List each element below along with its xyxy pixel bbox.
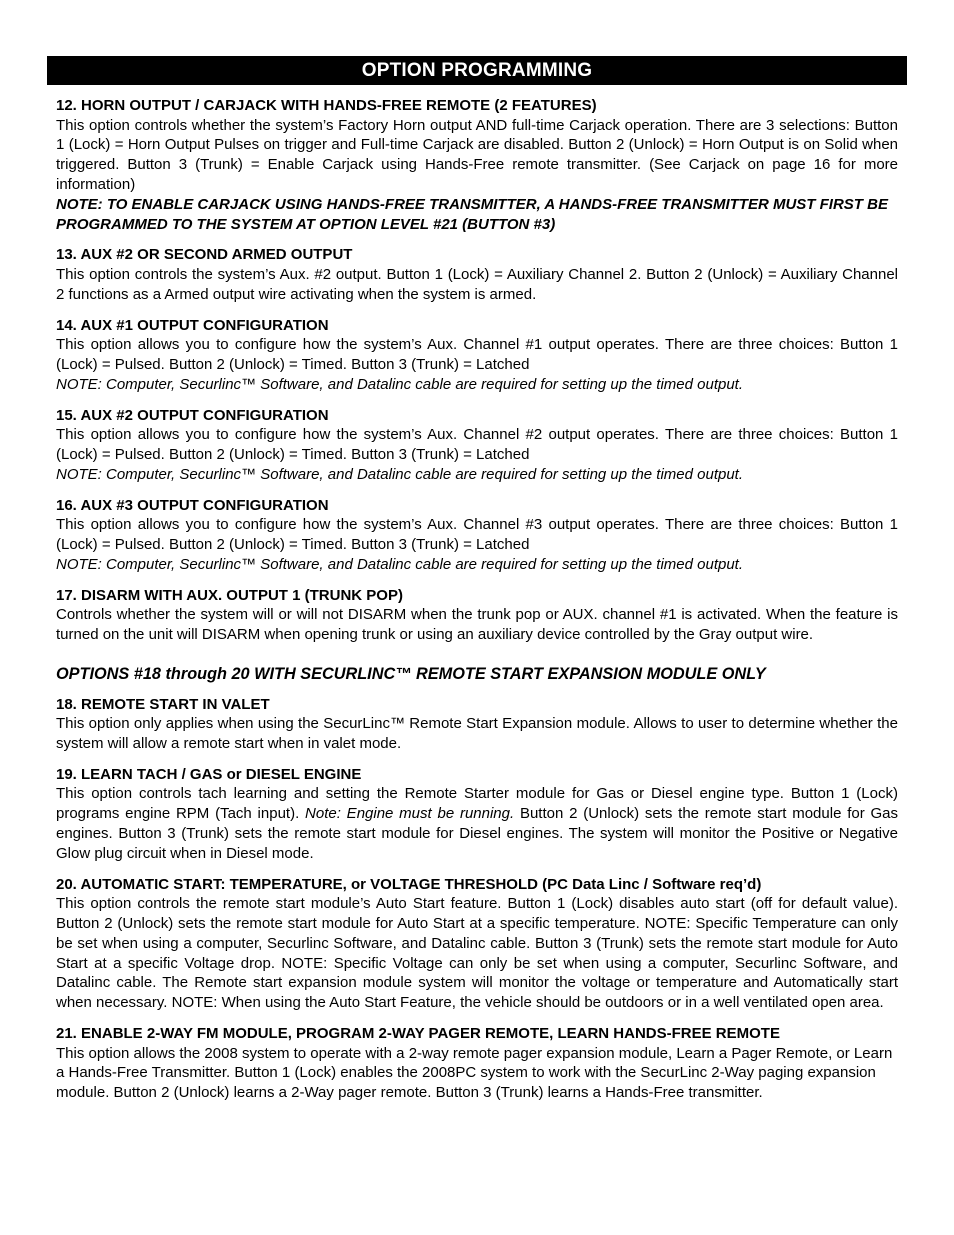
section-heading: 21. ENABLE 2-WAY FM MODULE, PROGRAM 2-WAY PAGER REMOTE, LEARN HANDS-FREE REMOTE: [56, 1025, 780, 1043]
section-note: NOTE: Computer, Securlinc™ Software, and Datalinc cable are required for setting up the timed output.: [56, 555, 744, 573]
section-18: [56, 695, 898, 754]
section-heading: 15. AUX #2 OUTPUT CONFIGURATION: [56, 406, 329, 424]
section-17: [56, 586, 898, 645]
document-content: [47, 96, 907, 1103]
section-body-part: Button 2 (Unlock) sets the remote start module for Gas engines. Button 3 (Trunk) sets the remote start module for Diesel engines. The system will monitor the Positive or Negative Glow plug circuit when in Diesel mode.: [56, 805, 899, 862]
section-12: [56, 96, 898, 234]
section-body: This option controls the remote start module’s Auto Start feature. Button 1 (Lock) disables auto start (off for default value). Button 2 (Unlock) sets the remote start module for Auto Start at a specific temperature. NOTE: Specific Temperature can only be set when using a computer, Securlinc Software, and Datalinc cable. Button 3 (Trunk) sets the remote start module for Auto Start at a specific Voltage drop. NOTE: Specific Voltage can only be set when using a computer, Securlinc Software, and Datalinc cable. The Remote start expansion module system will monitor the voltage or temperature and Automatically start when necessary. NOTE: When using the Auto Start Feature, the vehicle should be outdoors or in a well ventilated open area.: [56, 895, 898, 1012]
section-body-part: This option controls tach learning and setting the Remote Starter module for Gas or Diesel engine type. Button 1 (Lock) programs engine RPM (Tach input).: [56, 785, 898, 823]
section-21: [56, 1024, 898, 1103]
section-heading: 16. AUX #3 OUTPUT CONFIGURATION: [56, 496, 329, 514]
section-body: Controls whether the system will or will not DISARM when the trunk pop or AUX. channel #1 is activated. When the feature is turned on the unit will DISARM when opening trunk or using an auxiliary device controlled by the Gray output wire.: [56, 606, 898, 643]
section-body: This option controls whether the system’s Factory Horn output AND full-time Carjack operation. There are 3 selections: Button 1 (Lock) = Horn Output Pulses on trigger and Full-time Carjack are disabled. Button 2 (Unlock) = Horn Output is on Solid when triggered. Button 3 (Trunk) = Enable Carjack using Hands-Free remote transmitter. (See Carjack on page 16 for more information): [56, 116, 898, 193]
section-heading: 19. LEARN TACH / GAS or DIESEL ENGINE: [56, 765, 362, 783]
section-body: This option allows you to configure how the system’s Aux. Channel #3 output operates. There are three choices: Button 1 (Lock) = Pulsed. Button 2 (Unlock) = Timed. Button 3 (Trunk) = Latched: [56, 516, 898, 553]
section-note: NOTE: TO ENABLE CARJACK USING HANDS-FREE TRANSMITTER, A HANDS-FREE TRANSMITTER MUST FIRST BE PROGRAMMED TO THE SYSTEM AT OPTION LEVEL #21 (BUTTON #3): [56, 195, 888, 233]
section-heading: 12. HORN OUTPUT / CARJACK WITH HANDS-FREE REMOTE (2 FEATURES): [56, 97, 597, 114]
page-banner: OPTION PROGRAMMING: [47, 56, 907, 85]
section-heading: 20. AUTOMATIC START: TEMPERATURE, or VOLTAGE THRESHOLD (PC Data Linc / Software req’d): [56, 875, 762, 893]
section-heading: 18. REMOTE START IN VALET: [56, 695, 270, 713]
section-20: [56, 875, 898, 1013]
section-body: This option allows the 2008 system to operate with a 2-way remote pager expansion module, Learn a Pager Remote, or Learn a Hands-Free Transmitter. Button 1 (Lock) enables the 2008PC system to work with the SecurLinc 2-Way paging expansion module. Button 2 (Unlock) learns a 2-Way pager remote. Button 3 (Trunk) learns a Hands-Free transmitter.: [56, 1044, 893, 1102]
section-heading: 13. AUX #2 OR SECOND ARMED OUTPUT: [56, 246, 353, 264]
section-body: This option allows you to configure how the system’s Aux. Channel #2 output operates. There are three choices: Button 1 (Lock) = Pulsed. Button 2 (Unlock) = Timed. Button 3 (Trunk) = Latched: [56, 426, 898, 463]
section-19: [56, 765, 898, 864]
section-body: This option only applies when using the SecurLinc™ Remote Start Expansion module. Allows to user to determine whether the system will allow a remote start when in valet mode.: [56, 715, 898, 753]
inline-note: Note: Engine must be running.: [305, 805, 515, 823]
section-15: [56, 406, 898, 485]
section-14: [56, 316, 898, 395]
section-body: [56, 784, 898, 863]
section-note: NOTE: Computer, Securlinc™ Software, and Datalinc cable are required for setting up the timed output.: [56, 375, 744, 393]
section-16: [56, 496, 898, 575]
section-heading: 17. DISARM WITH AUX. OUTPUT 1 (TRUNK POP): [56, 586, 403, 604]
section-heading: 14. AUX #1 OUTPUT CONFIGURATION: [56, 316, 329, 334]
options-subheading: OPTIONS #18 through 20 WITH SECURLINC™ REMOTE START EXPANSION MODULE ONLY: [56, 664, 766, 683]
section-body: This option allows you to configure how the system’s Aux. Channel #1 output operates. There are three choices: Button 1 (Lock) = Pulsed. Button 2 (Unlock) = Timed. Button 3 (Trunk) = Latched: [56, 336, 898, 373]
section-13: [56, 245, 898, 304]
section-note: NOTE: Computer, Securlinc™ Software, and Datalinc cable are required for setting up the timed output.: [56, 465, 744, 483]
document-page: [47, 56, 907, 1114]
section-body: This option controls the system’s Aux. #2 output. Button 1 (Lock) = Auxiliary Channel 2. Button 2 (Unlock) = Auxiliary Channel 2 functions as a Armed output wire activating when the system is armed.: [56, 265, 898, 303]
